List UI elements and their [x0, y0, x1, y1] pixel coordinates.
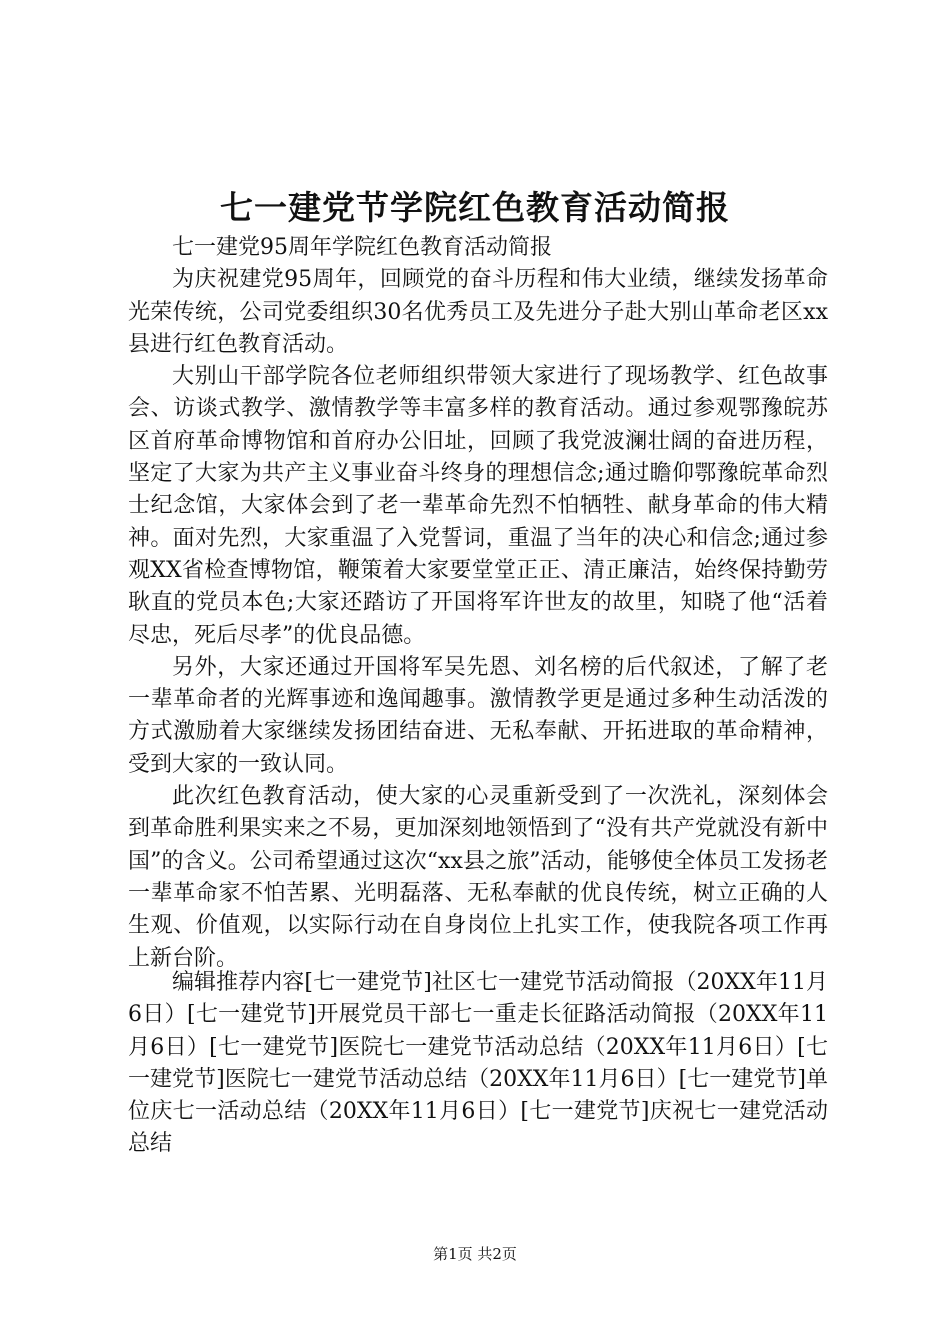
document-title: 七一建党节学院红色教育活动简报	[220, 188, 730, 227]
paragraph-intro: 为庆祝建党95周年，回顾党的奋斗历程和伟大业绩，继续发扬革命光荣传统，公司党委组织30名优秀员工及先进分子赴大别山革命老区xx县进行红色教育活动。	[128, 267, 828, 357]
document-body	[128, 232, 828, 975]
recommended-content: 编辑推荐内容[七一建党节]社区七一建党节活动简报（20XX年11月6日）[七一建党节]开展党员干部七一重走长征路活动简报（20XX年11月6日）[七一建党节]医院七一建党节活动总结（20XX年11月6日）[七一建党节]医院七一建党节活动总结（20XX年11月6日）[七一建党节]单位庆七一活动总结（20XX年11月6日）[七一建党节]庆祝七一建党活动总结	[128, 970, 828, 1157]
paragraph-activities: 大别山干部学院各位老师组织带领大家进行了现场教学、红色故事会、访谈式教学、激情教学等丰富多样的教育活动。通过参观鄂豫皖苏区首府革命博物馆和首府办公旧址，回顾了我党波澜壮阔的奋进历程，坚定了大家为共产主义事业奋斗终身的理想信念;通过瞻仰鄂豫皖革命烈士纪念馆，大家体会到了老一辈革命先烈不怕牺牲、献身革命的伟大精神。面对先烈，大家重温了入党誓词，重温了当年的决心和信念;通过参观XX省检查博物馆，鞭策着大家要堂堂正正、清正廉洁，始终保持勤劳耿直的党员本色;大家还踏访了开国将军许世友的故里，知晓了他“活着尽忠，死后尽孝”的优良品德。	[128, 364, 828, 648]
paragraph-conclusion: 此次红色教育活动，使大家的心灵重新受到了一次洗礼，深刻体会到革命胜利果实来之不易，更加深刻地领悟到了“没有共产党就没有新中国”的含义。公司希望通过这次“xx县之旅”活动，能够使全体员工发扬老一辈革命家不怕苦累、光明磊落、无私奉献的优良传统，树立正确的人生观、价值观，以实际行动在自身岗位上扎实工作，使我院各项工作再上新台阶。	[128, 784, 828, 971]
page-number: 第1页 共2页	[433, 1245, 517, 1263]
paragraph-additional: 另外，大家还通过开国将军吴先恩、刘名榜的后代叙述，了解了老一辈革命者的光辉事迹和逸闻趣事。激情教学更是通过多种生动活泼的方式激励着大家继续发扬团结奋进、无私奉献、开拓进取的革命精神，受到大家的一致认同。	[128, 654, 828, 777]
paragraph-subtitle: 七一建党95周年学院红色教育活动简报	[172, 235, 552, 260]
